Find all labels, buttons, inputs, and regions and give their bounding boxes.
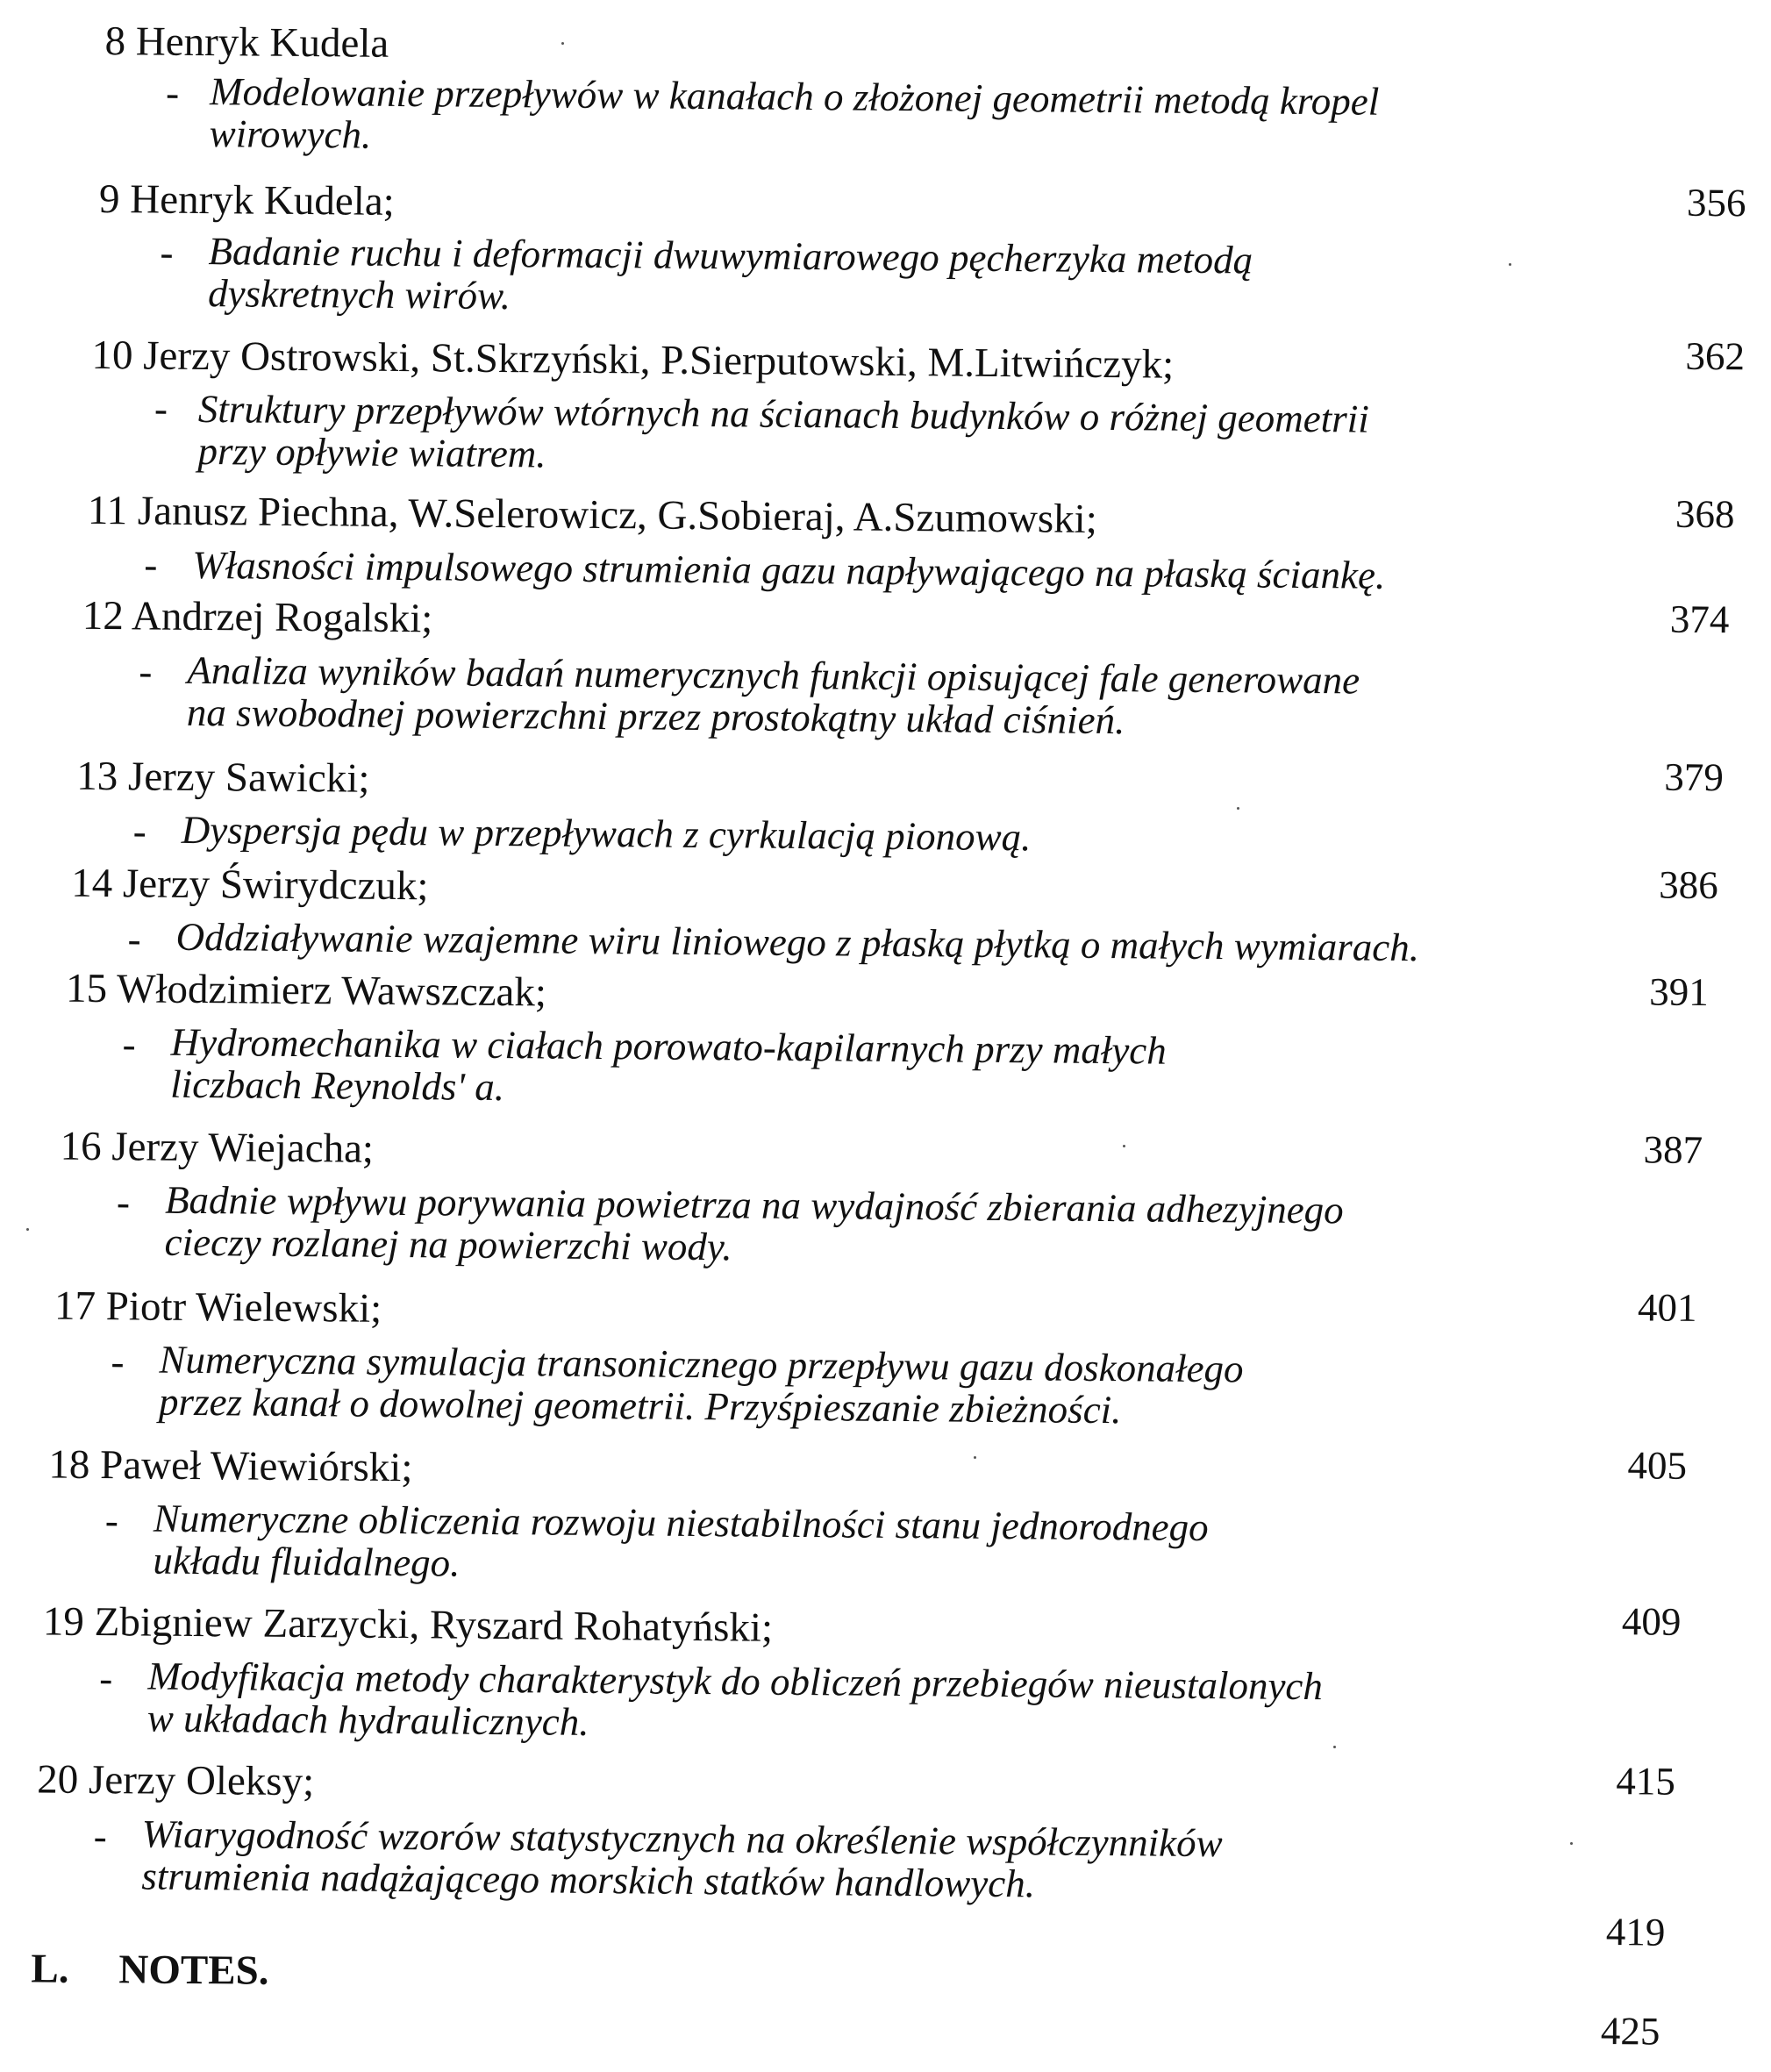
entry-number: 10: [91, 332, 133, 379]
entry-dash: -: [127, 917, 141, 961]
entry-number: 16: [60, 1123, 102, 1170]
title-line: przez kanał o dowolnej geometrii. Przyśpieszanie zbieżności.: [158, 1379, 1122, 1433]
entry-number: 14: [70, 860, 113, 907]
entry-title: [192, 544, 1385, 597]
title-line: Modelowanie przepływów w kanałach o złożonej geometrii metodą kropel: [209, 69, 1380, 124]
entry-title: [164, 1179, 1343, 1274]
author-name: Piotr Wielewski;: [105, 1283, 382, 1332]
page-number: 425: [1600, 2009, 1660, 2054]
entry-title: [147, 1655, 1323, 1750]
entry-number: 19: [42, 1598, 85, 1645]
author-name: Andrzej Rogalski;: [131, 593, 433, 642]
page-number: 419: [1605, 1910, 1666, 1954]
entry-dash: -: [165, 70, 180, 115]
entry-dash: -: [116, 1180, 131, 1225]
title-line: cieczy rozlanej na powierzchi wody.: [164, 1219, 732, 1269]
entry-author: [54, 1283, 382, 1332]
scan-speck: [1509, 263, 1511, 266]
entry-number: 8: [104, 18, 126, 65]
entry-title: [197, 388, 1369, 482]
title-line: Oddziaływanie wzajemne wiru liniowego z płaską płytką o małych wymiarach.: [175, 914, 1420, 970]
page-number: 391: [1648, 969, 1709, 1015]
entry-title: [159, 1339, 1244, 1433]
author-name: Jerzy Ostrowski, St.Skrzyński, P.Sierputowski, M.Litwińczyk;: [142, 332, 1175, 388]
entry-author: [99, 176, 395, 225]
entry-dash: -: [144, 542, 158, 587]
entry-title: [208, 230, 1253, 323]
author-name: Henryk Kudela: [135, 18, 389, 67]
scan-speck: [26, 1228, 29, 1231]
entry-dash: -: [139, 649, 153, 694]
title-line: Własności impulsowego strumienia gazu napływającego na płaską ściankę.: [192, 542, 1386, 597]
author-name: Henryk Kudela;: [130, 176, 395, 225]
entry-author: [48, 1442, 412, 1491]
entry-number: 11: [87, 487, 128, 534]
author-name: Jerzy Wiejacha;: [111, 1124, 375, 1172]
section-label: NOTES.: [118, 1947, 269, 1994]
entry-author: [82, 593, 433, 641]
title-line: Hydromechanika w ciałach porowato-kapilarnych przy małych: [170, 1019, 1168, 1073]
page-number: 362: [1685, 333, 1746, 379]
entry-number: 20: [37, 1756, 79, 1803]
section-heading: [31, 1946, 269, 1993]
page-number: 379: [1664, 754, 1725, 800]
entry-author: [71, 861, 429, 910]
entry-title: [153, 1497, 1209, 1590]
author-name: Jerzy Sawicki;: [127, 754, 370, 802]
title-line: Wiarygodność wzorów statystycznych na określenie współczynników: [141, 1811, 1223, 1866]
scan-speck: [1570, 1842, 1573, 1845]
page-number: 356: [1686, 180, 1746, 225]
title-line: Struktury przepływów wtórnych na ścianach budynków o różnej geometrii: [197, 386, 1369, 441]
title-line: przy opływie wiatrem.: [197, 428, 546, 476]
entry-author: [66, 966, 546, 1016]
entry-author: [88, 488, 1097, 542]
title-line: dyskretnych wirów.: [207, 271, 511, 318]
title-line: liczbach Reynolds' a.: [170, 1061, 505, 1110]
page-number: 368: [1675, 491, 1735, 537]
entry-dash: -: [99, 1656, 113, 1701]
title-line: Badanie ruchu i deformacji dwuwymiarowego pęcherzyka metodą: [208, 229, 1253, 282]
entry-title: [170, 1021, 1167, 1114]
page-number: 409: [1621, 1599, 1682, 1644]
title-line: Dyspersja pędu w przepływach z cyrkulacją pionową.: [181, 807, 1032, 860]
entry-number: 13: [76, 753, 118, 800]
entry-dash: -: [154, 386, 168, 431]
entry-title: [187, 649, 1360, 744]
title-line: Analiza wyników badań numerycznych funkcji opisującej fale generowane: [187, 647, 1360, 703]
title-line: Badnie wpływu porywania powietrza na wydajność zbierania adhezyjnego: [164, 1177, 1344, 1232]
title-line: w układach hydraulicznych.: [146, 1696, 589, 1744]
author-name: Włodzimierz Wawszczak;: [116, 966, 547, 1016]
title-line: strumienia nadążającego morskich statków handlowych.: [141, 1854, 1036, 1906]
entry-number: 17: [54, 1282, 96, 1330]
entry-dash: -: [160, 230, 174, 275]
entry-dash: -: [132, 809, 146, 854]
entry-title: [175, 916, 1419, 968]
entry-number: 15: [65, 965, 108, 1012]
section-letter: L.: [31, 1946, 69, 1992]
author-name: Jerzy Świrydczuk;: [122, 861, 429, 910]
page-number: 374: [1669, 597, 1730, 642]
scan-speck: [1123, 1145, 1125, 1147]
page-number: 415: [1616, 1759, 1676, 1804]
title-line: Modyfikacja metody charakterystyk do obliczeń przebiegów nieustalonych: [147, 1654, 1324, 1709]
entry-dash: -: [111, 1340, 125, 1384]
title-line: na swobodnej powierzchni przez prostokątny układ ciśnień.: [186, 689, 1125, 743]
title-line: Numeryczne obliczenia rozwoju niestabilności stanu jednorodnego: [153, 1496, 1209, 1550]
entry-number: 18: [48, 1441, 90, 1488]
title-line: Numeryczna symulacja transonicznego przepływu gazu doskonałego: [159, 1337, 1244, 1391]
author-name: Paweł Wiewiórski;: [99, 1442, 413, 1491]
entry-title: [141, 1812, 1223, 1906]
author-name: Jerzy Oleksy;: [88, 1756, 315, 1805]
scan-speck: [1333, 1746, 1336, 1748]
page-number: 405: [1627, 1443, 1688, 1488]
entry-author: [91, 332, 1174, 388]
entry-author: [60, 1124, 374, 1172]
entry-author: [43, 1598, 774, 1650]
title-line: wirowych.: [209, 111, 372, 157]
entry-title: [182, 809, 1032, 858]
entry-number: 12: [82, 592, 125, 639]
author-name: Zbigniew Zarzycki, Ryszard Rohatyński;: [94, 1599, 774, 1651]
entry-dash: -: [93, 1814, 107, 1859]
entry-title: [209, 70, 1379, 165]
entry-dash: -: [104, 1498, 119, 1543]
entry-author: [37, 1756, 314, 1804]
entry-author: [76, 754, 370, 802]
entry-number: 9: [98, 175, 120, 223]
scan-speck: [1237, 807, 1239, 810]
author-name: Janusz Piechna, W.Selerowicz, G.Sobieraj, A.Szumowski;: [137, 488, 1098, 542]
entry-dash: -: [122, 1022, 136, 1067]
page-number: 401: [1637, 1285, 1697, 1330]
page-number: 386: [1659, 862, 1718, 908]
title-line: układu fluidalnego.: [153, 1538, 461, 1585]
scan-speck: [561, 42, 564, 45]
scan-speck: [974, 1456, 976, 1459]
entry-author: [104, 18, 389, 67]
page-number: 387: [1643, 1127, 1703, 1172]
